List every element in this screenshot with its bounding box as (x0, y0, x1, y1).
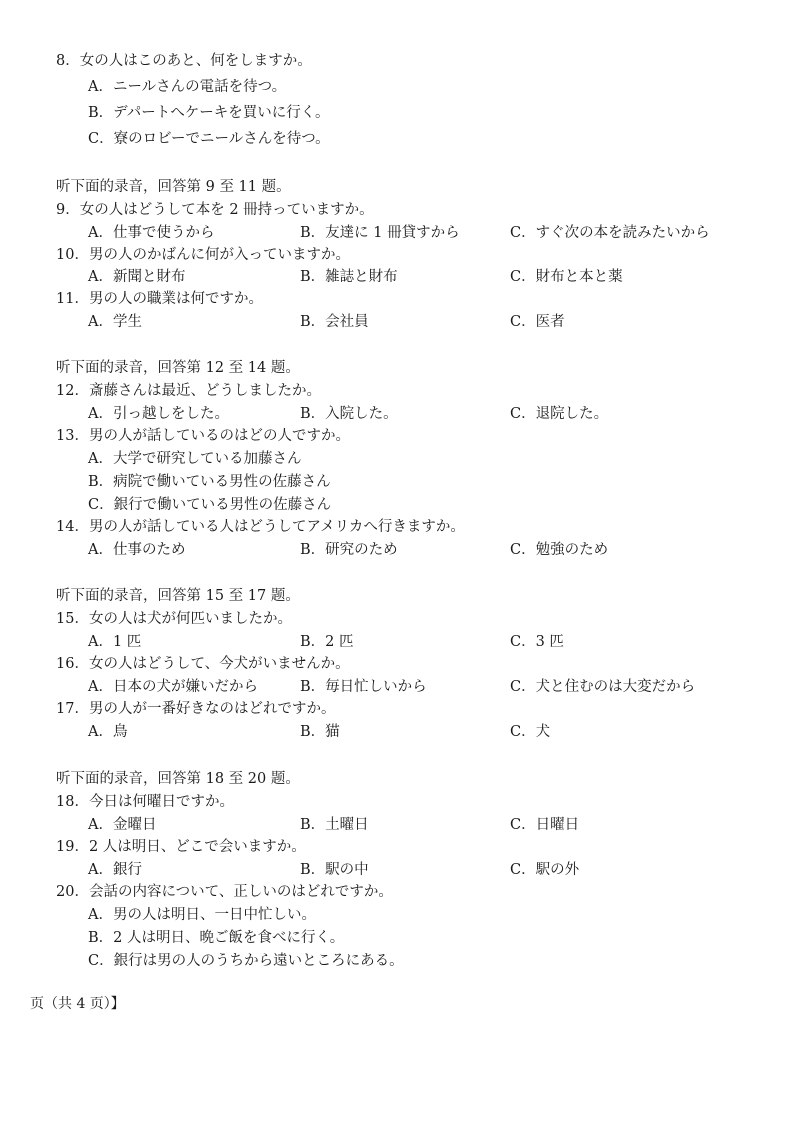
question-16-option-b: B．毎日忙しいから (300, 679, 427, 695)
question-14-option-b: B．研究のため (300, 542, 398, 558)
question-15-option-b: B．2 匹 (300, 634, 354, 650)
question-12: 12．斎藤さんは最近、どうしましたか。 (56, 383, 321, 399)
section-heading-9-11: 听下面的录音，回答第 9 至 11 题。 (56, 179, 291, 195)
question-18-option-c: C．日曜日 (510, 817, 580, 833)
question-10: 10．男の人のかばんに何が入っていますか。 (56, 247, 350, 263)
question-13-option-c: C．銀行で働いている男性の佐藤さん (88, 497, 332, 513)
question-17-option-b: B．猫 (300, 724, 340, 740)
question-20-option-b: B．2 人は明日、晩ご飯を食べに行く。 (88, 930, 345, 946)
question-15-option-a: A．1 匹 (88, 634, 142, 650)
question-10-option-b: B．雑誌と財布 (300, 269, 398, 285)
question-15-option-c: C．3 匹 (510, 634, 564, 650)
question-11-option-b: B．会社員 (300, 314, 369, 330)
page-footer: 页（共 4 页）】 (30, 996, 125, 1012)
question-9: 9．女の人はどうして本を 2 冊持っていますか。 (56, 202, 374, 218)
question-19-option-b: B．駅の中 (300, 862, 369, 878)
question-8-option-a: A．ニールさんの電話を待つ。 (88, 79, 287, 95)
question-16: 16．女の人はどうして、今犬がいませんか。 (56, 656, 350, 672)
question-14-option-c: C．勉強のため (510, 542, 609, 558)
question-20: 20．会話の内容について、正しいのはどれですか。 (56, 884, 393, 900)
question-18-option-a: A．金曜日 (88, 817, 157, 833)
question-12-option-c: C．退院した。 (510, 406, 609, 422)
question-13-option-b: B．病院で働いている男性の佐藤さん (88, 474, 331, 490)
question-12-option-a: A．引っ越しをした。 (88, 406, 229, 422)
question-19-option-a: A．銀行 (88, 862, 142, 878)
question-8-option-c: C．寮のロビーでニールさんを待つ。 (88, 131, 330, 147)
question-18: 18．今日は何曜日ですか。 (56, 794, 234, 810)
question-20-option-a: A．男の人は明日、一日中忙しい。 (88, 907, 316, 923)
section-heading-15-17: 听下面的录音，回答第 15 至 17 题。 (56, 588, 300, 604)
question-19: 19．2 人は明日、どこで会いますか。 (56, 839, 306, 855)
question-19-option-c: C．駅の外 (510, 862, 580, 878)
question-11-option-c: C．医者 (510, 314, 565, 330)
question-16-option-a: A．日本の犬が嫌いだから (88, 679, 258, 695)
question-18-option-b: B．土曜日 (300, 817, 369, 833)
question-17-option-a: A．鳥 (88, 724, 128, 740)
question-10-option-c: C．財布と本と薬 (510, 269, 623, 285)
question-16-option-c: C．犬と住むのは大変だから (510, 679, 696, 695)
question-14-option-a: A．仕事のため (88, 542, 186, 558)
question-11: 11．男の人の職業は何ですか。 (56, 291, 263, 307)
question-13-option-a: A．大学で研究している加藤さん (88, 451, 302, 467)
question-9-option-a: A．仕事で使うから (88, 225, 215, 241)
question-20-option-c: C．銀行は男の人のうちから遠いところにある。 (88, 953, 404, 969)
section-heading-12-14: 听下面的录音，回答第 12 至 14 题。 (56, 360, 300, 376)
question-13: 13．男の人が話しているのはどの人ですか。 (56, 428, 350, 444)
question-10-option-a: A．新聞と財布 (88, 269, 186, 285)
section-heading-18-20: 听下面的录音，回答第 18 至 20 题。 (56, 771, 300, 787)
question-9-option-b: B．友達に 1 冊貸すから (300, 225, 460, 241)
question-14: 14．男の人が話している人はどうしてアメリカへ行きますか。 (56, 519, 465, 535)
question-9-option-c: C．すぐ次の本を読みたいから (510, 225, 710, 241)
question-8: 8．女の人はこのあと、何をしますか。 (56, 53, 312, 69)
question-8-option-b: B．デパートへケーキを買いに行く。 (88, 105, 330, 121)
question-11-option-a: A．学生 (88, 314, 142, 330)
question-15: 15．女の人は犬が何匹いましたか。 (56, 611, 292, 627)
question-17-option-c: C．犬 (510, 724, 551, 740)
question-12-option-b: B．入院した。 (300, 406, 398, 422)
question-17: 17．男の人が一番好きなのはどれですか。 (56, 701, 336, 717)
